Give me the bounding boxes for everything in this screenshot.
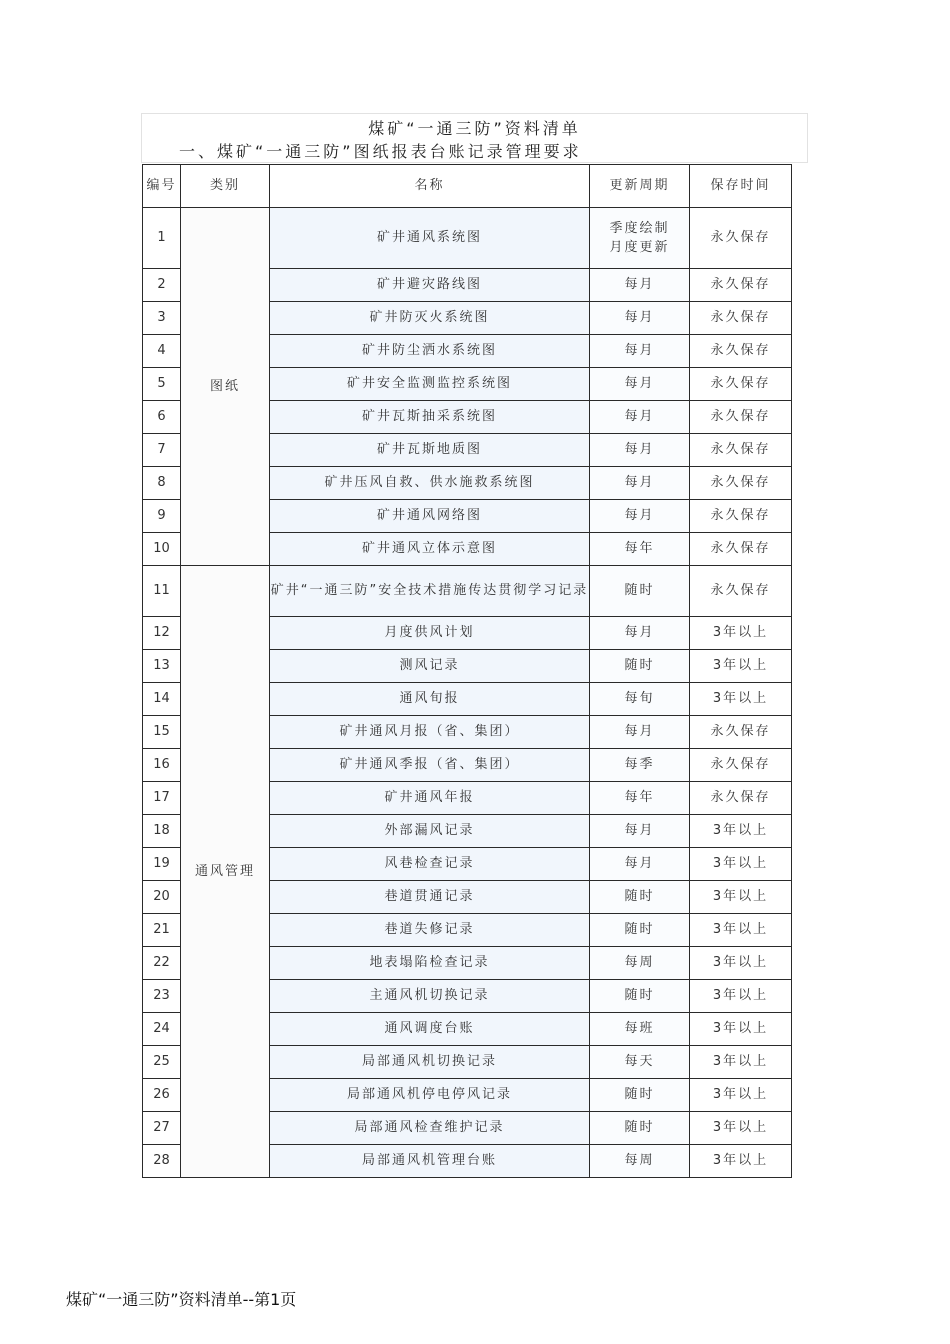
cell-name: 矿井压风自救、供水施救系统图 bbox=[270, 467, 590, 500]
cell-retention: 永久保存 bbox=[690, 467, 792, 500]
cell-name: 矿井通风年报 bbox=[270, 782, 590, 815]
header-category: 类别 bbox=[181, 165, 270, 208]
cell-no: 23 bbox=[143, 980, 181, 1013]
cell-period: 每月 bbox=[590, 617, 690, 650]
table-row bbox=[143, 566, 792, 617]
cell-name: 矿井通风系统图 bbox=[270, 208, 590, 269]
cell-retention: 3年以上 bbox=[690, 815, 792, 848]
cell-retention: 3年以上 bbox=[690, 881, 792, 914]
cell-retention: 3年以上 bbox=[690, 650, 792, 683]
cell-name: 矿井防灭火系统图 bbox=[270, 302, 590, 335]
cell-no: 27 bbox=[143, 1112, 181, 1145]
cell-no: 8 bbox=[143, 467, 181, 500]
cell-name: 矿井“一通三防”安全技术措施传达贯彻学习记录 bbox=[270, 566, 590, 617]
cell-name: 矿井通风网络图 bbox=[270, 500, 590, 533]
cell-period: 随时 bbox=[590, 914, 690, 947]
cell-retention: 3年以上 bbox=[690, 1145, 792, 1178]
cell-retention: 3年以上 bbox=[690, 1013, 792, 1046]
cell-no: 1 bbox=[143, 208, 181, 269]
cell-period: 每月 bbox=[590, 335, 690, 368]
cell-period: 季度绘制 月度更新 bbox=[590, 208, 690, 269]
table-row bbox=[143, 208, 792, 269]
cell-period: 每天 bbox=[590, 1046, 690, 1079]
cell-name: 局部通风机切换记录 bbox=[270, 1046, 590, 1079]
cell-name: 矿井避灾路线图 bbox=[270, 269, 590, 302]
cell-period: 每周 bbox=[590, 1145, 690, 1178]
cell-retention: 永久保存 bbox=[690, 401, 792, 434]
cell-no: 2 bbox=[143, 269, 181, 302]
cell-no: 3 bbox=[143, 302, 181, 335]
cell-period: 每季 bbox=[590, 749, 690, 782]
cell-retention: 永久保存 bbox=[690, 500, 792, 533]
cell-name: 风巷检查记录 bbox=[270, 848, 590, 881]
cell-no: 4 bbox=[143, 335, 181, 368]
cell-no: 25 bbox=[143, 1046, 181, 1079]
cell-name: 矿井瓦斯地质图 bbox=[270, 434, 590, 467]
cell-retention: 3年以上 bbox=[690, 1112, 792, 1145]
cell-no: 22 bbox=[143, 947, 181, 980]
cell-name: 通风调度台账 bbox=[270, 1013, 590, 1046]
cell-name: 矿井防尘洒水系统图 bbox=[270, 335, 590, 368]
cell-no: 7 bbox=[143, 434, 181, 467]
cell-period: 每月 bbox=[590, 368, 690, 401]
document-title: 煤矿“一通三防”资料清单 bbox=[368, 119, 581, 138]
cell-category: 通风管理 bbox=[181, 566, 270, 1178]
cell-period: 每月 bbox=[590, 716, 690, 749]
records-table bbox=[142, 164, 792, 1178]
cell-name: 局部通风机管理台账 bbox=[270, 1145, 590, 1178]
cell-retention: 3年以上 bbox=[690, 848, 792, 881]
cell-name: 局部通风机停电停风记录 bbox=[270, 1079, 590, 1112]
cell-name: 矿井通风月报（省、集团） bbox=[270, 716, 590, 749]
cell-name: 通风旬报 bbox=[270, 683, 590, 716]
cell-name: 矿井通风立体示意图 bbox=[270, 533, 590, 566]
cell-no: 5 bbox=[143, 368, 181, 401]
cell-no: 17 bbox=[143, 782, 181, 815]
cell-no: 21 bbox=[143, 914, 181, 947]
cell-name: 巷道贯通记录 bbox=[270, 881, 590, 914]
section-heading: 一、煤矿“一通三防”图纸报表台账记录管理要求 bbox=[179, 142, 582, 161]
cell-name: 测风记录 bbox=[270, 650, 590, 683]
cell-retention: 永久保存 bbox=[690, 335, 792, 368]
cell-period: 每月 bbox=[590, 434, 690, 467]
page-footer: 煤矿“一通三防”资料清单--第1页 bbox=[66, 1290, 297, 1309]
cell-no: 28 bbox=[143, 1145, 181, 1178]
cell-name: 矿井安全监测监控系统图 bbox=[270, 368, 590, 401]
cell-retention: 永久保存 bbox=[690, 302, 792, 335]
cell-period: 每月 bbox=[590, 269, 690, 302]
cell-retention: 永久保存 bbox=[690, 368, 792, 401]
cell-name: 主通风机切换记录 bbox=[270, 980, 590, 1013]
cell-period: 每月 bbox=[590, 500, 690, 533]
cell-period: 随时 bbox=[590, 881, 690, 914]
cell-period: 每年 bbox=[590, 533, 690, 566]
cell-period: 随时 bbox=[590, 566, 690, 617]
cell-name: 巷道失修记录 bbox=[270, 914, 590, 947]
cell-period: 每月 bbox=[590, 401, 690, 434]
cell-no: 18 bbox=[143, 815, 181, 848]
cell-retention: 永久保存 bbox=[690, 566, 792, 617]
cell-retention: 永久保存 bbox=[690, 782, 792, 815]
cell-no: 11 bbox=[143, 566, 181, 617]
cell-period: 每月 bbox=[590, 848, 690, 881]
cell-period: 每月 bbox=[590, 467, 690, 500]
header-period: 更新周期 bbox=[590, 165, 690, 208]
cell-no: 12 bbox=[143, 617, 181, 650]
table-header-row bbox=[143, 165, 792, 208]
cell-name: 外部漏风记录 bbox=[270, 815, 590, 848]
cell-retention: 永久保存 bbox=[690, 269, 792, 302]
cell-period: 每班 bbox=[590, 1013, 690, 1046]
cell-no: 10 bbox=[143, 533, 181, 566]
cell-period: 随时 bbox=[590, 650, 690, 683]
cell-category: 图纸 bbox=[181, 208, 270, 566]
cell-name: 局部通风检查维护记录 bbox=[270, 1112, 590, 1145]
cell-no: 19 bbox=[143, 848, 181, 881]
cell-retention: 永久保存 bbox=[690, 716, 792, 749]
header-no: 编号 bbox=[143, 165, 181, 208]
cell-retention: 3年以上 bbox=[690, 1046, 792, 1079]
cell-retention: 永久保存 bbox=[690, 749, 792, 782]
cell-retention: 永久保存 bbox=[690, 533, 792, 566]
cell-period: 随时 bbox=[590, 980, 690, 1013]
cell-retention: 永久保存 bbox=[690, 434, 792, 467]
cell-retention: 3年以上 bbox=[690, 947, 792, 980]
header-retention: 保存时间 bbox=[690, 165, 792, 208]
cell-no: 6 bbox=[143, 401, 181, 434]
cell-period: 每旬 bbox=[590, 683, 690, 716]
header-name: 名称 bbox=[270, 165, 590, 208]
cell-no: 13 bbox=[143, 650, 181, 683]
cell-no: 15 bbox=[143, 716, 181, 749]
cell-no: 26 bbox=[143, 1079, 181, 1112]
cell-retention: 永久保存 bbox=[690, 208, 792, 269]
cell-period: 每年 bbox=[590, 782, 690, 815]
cell-no: 16 bbox=[143, 749, 181, 782]
cell-period: 每月 bbox=[590, 302, 690, 335]
cell-no: 24 bbox=[143, 1013, 181, 1046]
cell-period: 随时 bbox=[590, 1079, 690, 1112]
cell-retention: 3年以上 bbox=[690, 683, 792, 716]
cell-retention: 3年以上 bbox=[690, 617, 792, 650]
cell-retention: 3年以上 bbox=[690, 914, 792, 947]
cell-retention: 3年以上 bbox=[690, 1079, 792, 1112]
title-block bbox=[141, 113, 808, 163]
cell-no: 20 bbox=[143, 881, 181, 914]
cell-period: 随时 bbox=[590, 1112, 690, 1145]
cell-no: 14 bbox=[143, 683, 181, 716]
cell-name: 月度供风计划 bbox=[270, 617, 590, 650]
cell-period: 每月 bbox=[590, 815, 690, 848]
cell-name: 矿井瓦斯抽采系统图 bbox=[270, 401, 590, 434]
cell-period: 每周 bbox=[590, 947, 690, 980]
table-body bbox=[143, 208, 792, 1178]
cell-retention: 3年以上 bbox=[690, 980, 792, 1013]
cell-no: 9 bbox=[143, 500, 181, 533]
cell-name: 地表塌陷检查记录 bbox=[270, 947, 590, 980]
cell-name: 矿井通风季报（省、集团） bbox=[270, 749, 590, 782]
